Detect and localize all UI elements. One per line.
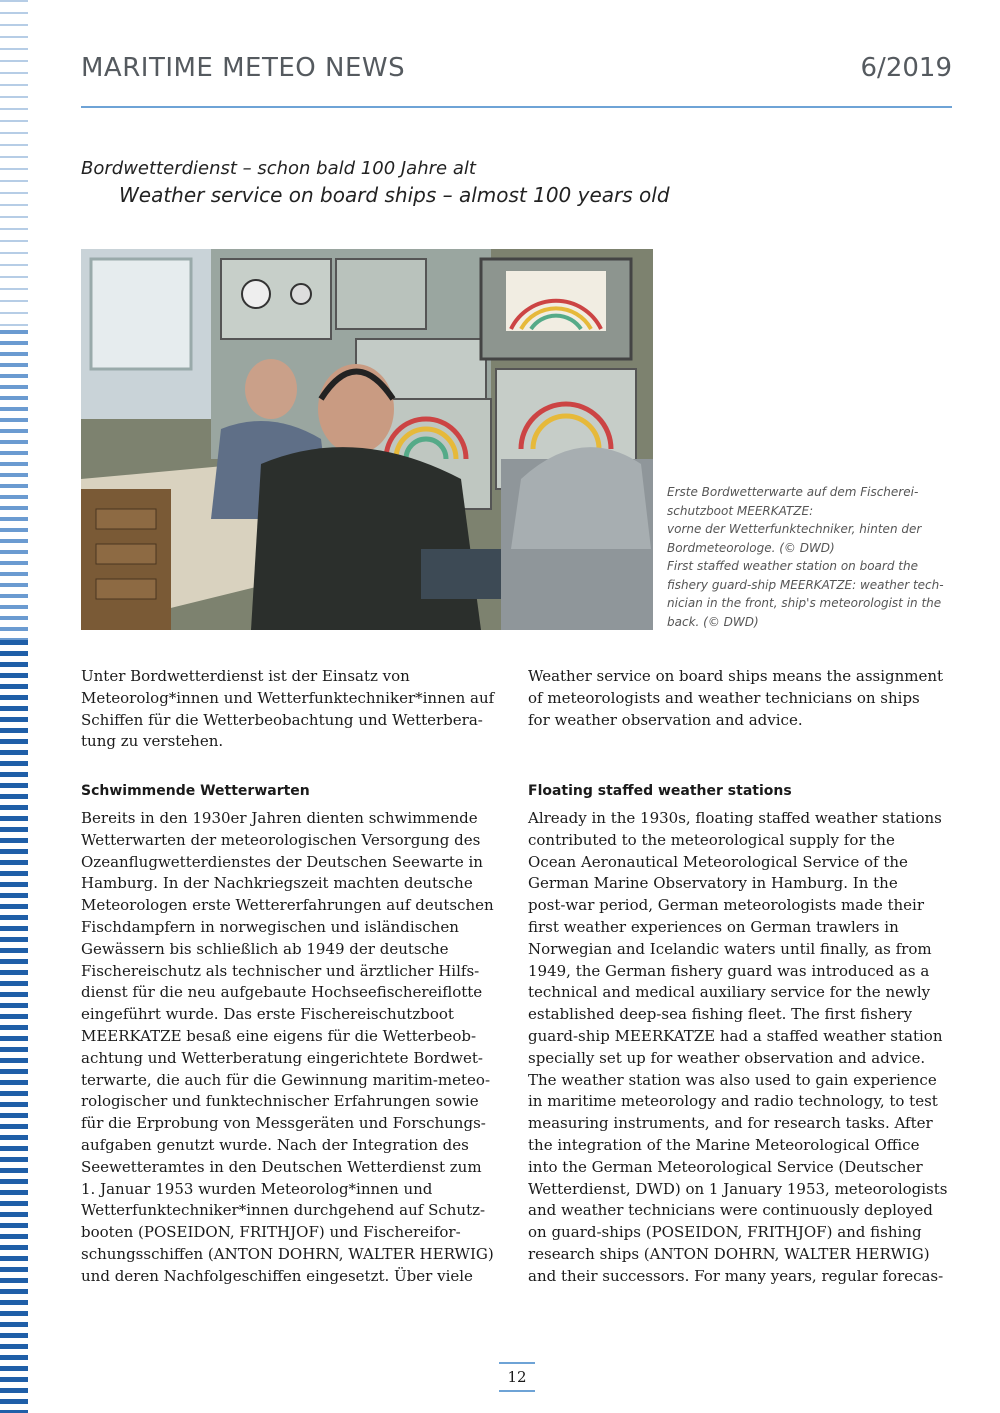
article-title-german: Bordwetterdienst – schon bald 100 Jahre alt — [81, 158, 476, 179]
article-title-english: Weather service on board ships – almost 100 years old — [119, 183, 670, 207]
text-line: Already in the 1930s, floating staffed weather stations — [528, 809, 942, 827]
text-line: guard-ship MEERKATZE had a staffed weather station — [528, 1026, 943, 1045]
section-title-german: Schwimmende Wetterwarten — [81, 783, 310, 799]
text-line: 1. Januar 1953 wurden Meteorolog*innen und — [81, 1179, 433, 1198]
text-line: dienst für die neu aufgebaute Hochseefischereiflotte — [81, 983, 483, 1002]
text-line: für die Erprobung von Messgeräten und Forschungs- — [81, 1114, 486, 1133]
text-line: terwarte, die auch für die Gewinnung maritim-meteo- — [81, 1070, 491, 1089]
caption-line: vorne der Wetterfunktechniker, hinten der — [667, 522, 922, 536]
text-line: contributed to the meteorological supply for the — [528, 830, 895, 849]
caption-line: back. (© DWD) — [667, 614, 759, 629]
text-line: 1949, the German fishery guard was introduced as a — [528, 961, 930, 980]
text-line: Seewetteramtes in den Deutschen Wetterdienst zum — [81, 1157, 482, 1176]
text-line: MEERKATZE besaß eine eigens für die Wetterbeob- — [81, 1026, 477, 1045]
text-line: in maritime meteorology and radio technology, to test — [528, 1092, 938, 1111]
text-line: Wetterfunktechniker*innen durchgehend auf Schutz- — [81, 1201, 486, 1220]
text-line: established deep-sea fishing fleet. The first fishery — [528, 1005, 913, 1024]
text-line: Fischdampfern in norwegischen und isländischen — [81, 917, 459, 936]
text-line: Wetterwarten der meteorologischen Versorgung des — [81, 830, 481, 849]
text-line: Unter Bordwetterdienst ist der Einsatz von — [81, 667, 410, 685]
text-line: on guard-ships (POSEIDON, FRITHJOF) and fishing — [528, 1223, 922, 1242]
page-header — [81, 50, 952, 108]
text-line: Hamburg. In der Nachkriegszeit machten deutsche — [81, 874, 473, 893]
caption-line: Bordmeteorologe. (© DWD) — [667, 540, 835, 555]
text-line: and weather technicians were continuously deployed — [528, 1201, 933, 1220]
text-line: Schiffen für die Wetterbeobachtung und Wetterbera- — [81, 710, 483, 729]
intro-german — [81, 666, 511, 753]
text-line: specially set up for weather observation and advice. — [528, 1048, 926, 1067]
caption-line: fishery guard-ship MEERKATZE: weather tech- — [667, 577, 944, 592]
text-line: Gewässern bis schließlich ab 1949 der deutsche — [81, 939, 449, 958]
text-line: booten (POSEIDON, FRITHJOF) und Fischereifor- — [81, 1223, 461, 1242]
article-photo — [81, 249, 653, 630]
text-line: schungsschiffen (ANTON DOHRN, WALTER HERWIG) — [81, 1244, 494, 1263]
photo-caption — [667, 483, 957, 631]
text-line: Meteorolog*innen und Wetterfunktechniker*innen auf — [81, 688, 495, 707]
text-line: German Marine Observatory in Hamburg. In the — [528, 874, 898, 893]
text-line: the integration of the Marine Meteorological Office — [528, 1135, 920, 1154]
text-line: eingeführt wurde. Das erste Fischereischutzboot — [81, 1005, 454, 1024]
text-line: Norwegian and Icelandic waters until finally, as from — [528, 939, 932, 958]
section-title-english: Floating staffed weather stations — [528, 783, 792, 799]
text-line: Ocean Aeronautical Meteorological Service of the — [528, 852, 908, 871]
text-line: Meteorologen erste Wettererfahrungen auf deutschen — [81, 896, 494, 915]
text-line: first weather experiences on German trawlers in — [528, 917, 899, 936]
text-line: Fischereischutz als technischer und ärztlicher Hilfs- — [81, 961, 480, 980]
caption-line: Erste Bordwetterwarte auf dem Fischerei- — [667, 485, 919, 499]
publication-title: MARITIME METEO NEWS — [81, 53, 406, 83]
text-line: The weather station was also used to gain experience — [528, 1070, 937, 1089]
text-line: for weather observation and advice. — [528, 710, 803, 729]
caption-line: nician in the front, ship's meteorologist in the — [667, 596, 942, 610]
caption-line: First staffed weather station on board the — [667, 559, 918, 573]
text-line: rologischer und funktechnischer Erfahrungen sowie — [81, 1092, 479, 1111]
text-line: aufgaben genutzt wurde. Nach der Integration des — [81, 1135, 469, 1154]
text-line: of meteorologists and weather technicians on ships — [528, 688, 920, 707]
text-line: into the German Meteorological Service (Deutscher — [528, 1157, 923, 1176]
text-line: post-war period, German meteorologists made their — [528, 896, 924, 915]
text-line: tung zu verstehen. — [81, 732, 224, 751]
text-line: technical and medical auxiliary service for the newly — [528, 983, 931, 1002]
decorative-stripes-mid — [0, 330, 28, 640]
decorative-stripes-dark — [0, 640, 28, 1413]
caption-line: schutzboot MEERKATZE: — [667, 503, 814, 518]
text-line: Weather service on board ships means the assignment — [528, 667, 944, 685]
text-line: measuring instruments, and for research tasks. After — [528, 1114, 933, 1133]
intro-english — [528, 666, 958, 731]
text-line: Ozeanflugwetterdienstes der Deutschen Seewarte in — [81, 852, 483, 871]
body-english — [528, 808, 958, 1288]
issue-number: 6/2019 — [860, 53, 952, 83]
page-number: 12 — [499, 1362, 535, 1392]
text-line: Bereits in den 1930er Jahren dienten schwimmende — [81, 809, 478, 827]
text-line: und deren Nachfolgeschiffen eingesetzt. Über viele — [81, 1266, 473, 1285]
text-line: achtung und Wetterberatung eingerichtete Bordwet- — [81, 1048, 483, 1067]
text-line: research ships (ANTON DOHRN, WALTER HERWIG) — [528, 1244, 930, 1263]
text-line: Wetterdienst, DWD) on 1 January 1953, meteorologists — [528, 1179, 948, 1198]
radio-room-illustration — [81, 249, 653, 630]
text-line: and their successors. For many years, regular forecas- — [528, 1266, 944, 1285]
body-german — [81, 808, 511, 1288]
